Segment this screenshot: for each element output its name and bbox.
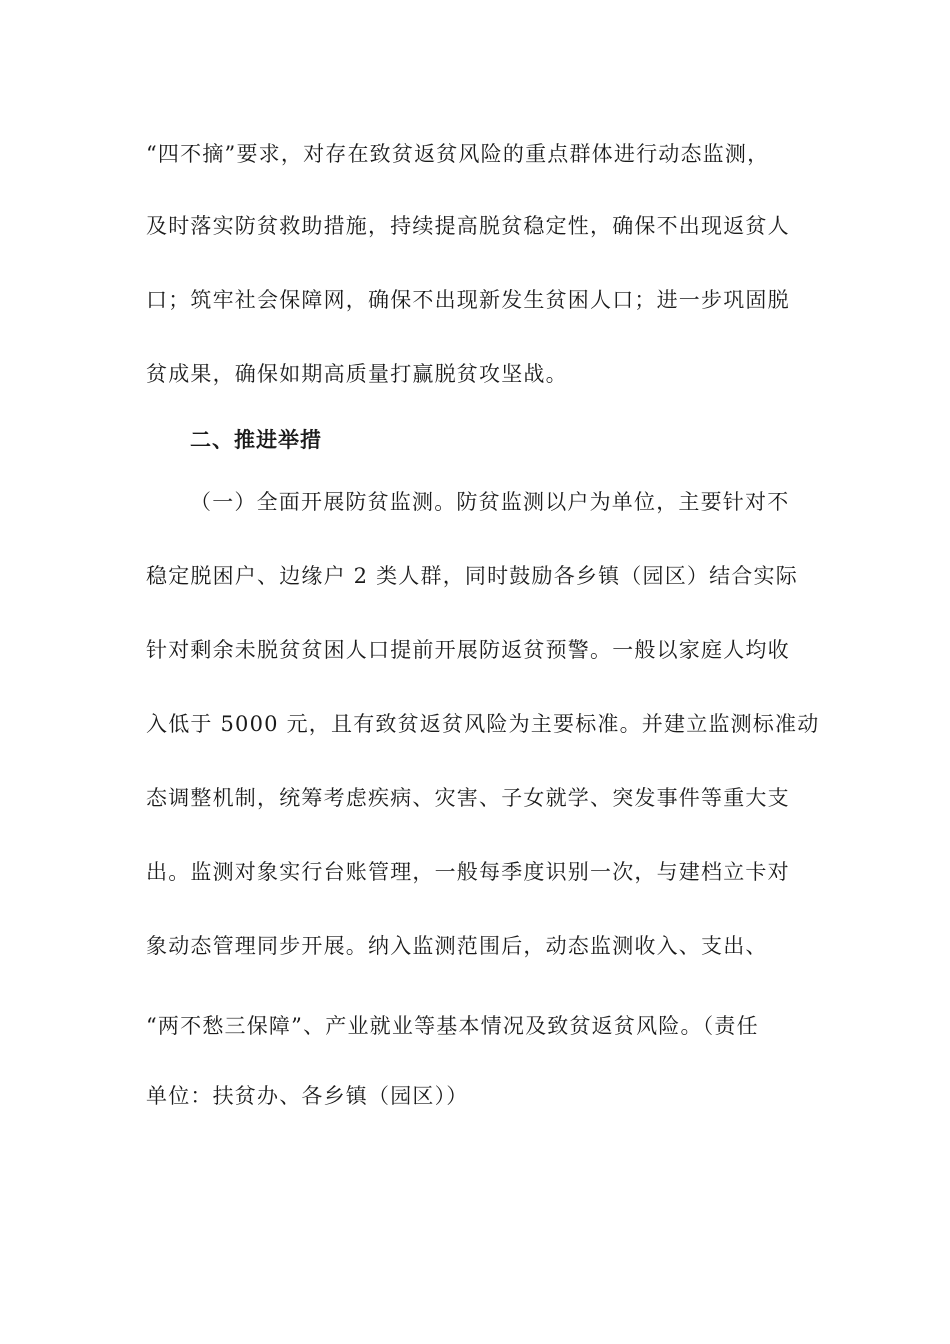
paragraph-2-line-9: 单位：扶贫办、各乡镇（园区）） [146, 1084, 469, 1108]
paragraph-1-line-3: 口；筑牢社会保障网，确保不出现新发生贫困人口；进一步巩固脱 [146, 288, 790, 312]
paragraph-2-line-5: 态调整机制，统筹考虑疾病、灾害、子女就学、突发事件等重大支 [146, 786, 790, 810]
paragraph-1-line-4: 贫成果，确保如期高质量打赢脱贫攻坚战。 [146, 362, 568, 386]
section-heading: 二、推进举措 [190, 428, 322, 452]
paragraph-2-line-4: 入低于 5000 元，且有致贫返贫风险为主要标准。并建立监测标准动 [146, 712, 820, 736]
paragraph-2-line-1: （一）全面开展防贫监测。防贫监测以户为单位，主要针对不 [190, 490, 790, 514]
paragraph-2-line-6: 出。监测对象实行台账管理，一般每季度识别一次，与建档立卡对 [146, 860, 790, 884]
paragraph-1-line-1: “四不摘”要求，对存在致贫返贫风险的重点群体进行动态监测， [146, 142, 770, 166]
paragraph-2-line-8: “两不愁三保障”、产业就业等基本情况及致贫返贫风险。（责任 [146, 1014, 759, 1038]
paragraph-2-line-2: 稳定脱困户、边缘户 2 类人群，同时鼓励各乡镇（园区）结合实际 [146, 564, 798, 588]
paragraph-1-line-2: 及时落实防贫救助措施，持续提高脱贫稳定性，确保不出现返贫人 [146, 214, 790, 238]
paragraph-2-line-7: 象动态管理同步开展。纳入监测范围后，动态监测收入、支出、 [146, 934, 768, 958]
paragraph-2-line-3: 针对剩余未脱贫贫困人口提前开展防返贫预警。一般以家庭人均收 [146, 638, 790, 662]
